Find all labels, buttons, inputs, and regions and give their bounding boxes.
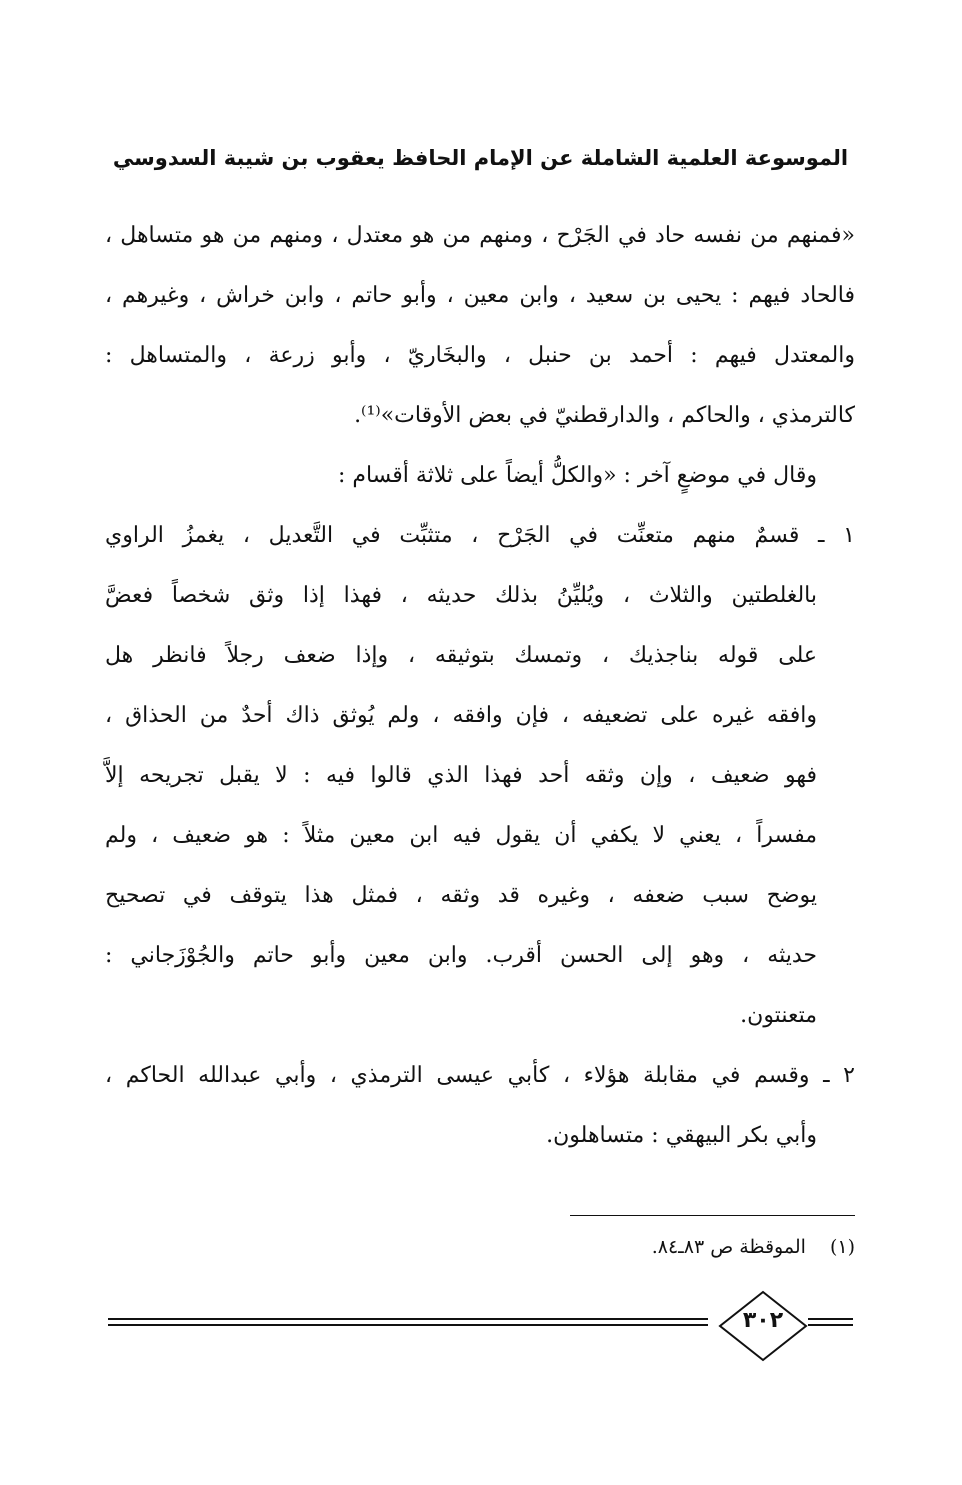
footer-rule: [108, 1318, 708, 1320]
book-title: الموسوعة العلمية الشاملة عن الإمام الحافظ يعقوب بن شيبة السدوسي: [103, 140, 858, 176]
text-line: فالحاد فيهم : يحيى بن سعيد ، وابن معين ، وأبو حاتم ، وابن خراش ، وغيرهم ،: [105, 283, 855, 308]
text-line: على قوله بناجذيك ، وتمسك بتوثيقه ، وإذا ضعف رجلاً فانظر هل: [105, 643, 817, 668]
text-line: كالترمذي ، والحاكم ، والدارقطنيّ في بعض الأوقات»⁽¹⁾.: [354, 403, 855, 428]
text-line: بالغلطتين والثلاث ، ويُليِّنُ بذلك حديثه ، فهذا إذا وثق شخصاً فعضَّ: [105, 583, 817, 608]
text-line: فهو ضعيف ، وإن وثقه أحد فهذا الذي قالوا فيه : لا يقبل تجريحه إلاَّ: [105, 763, 817, 788]
text-line: يوضح سبب ضعفه ، وغيره قد وثقه ، فمثل هذا يتوقف في تصحيح: [105, 883, 817, 908]
footer-rule: [808, 1324, 853, 1326]
footnote: [400, 1236, 855, 1258]
text-line: والمعتدل فيهم : أحمد بن حنبل ، والبخَاريّ ، وأبو زرعة ، والمتساهل :: [105, 343, 855, 368]
text-line: متعنتون.: [740, 1003, 817, 1028]
list-item-2: [105, 1050, 855, 1170]
running-header: [108, 140, 853, 180]
footnote-number: (١): [829, 1236, 855, 1258]
text-line: مفسراً ، يعني لا يكفي أن يقول فيه ابن معين مثلاً : هو ضعيف ، ولم: [105, 823, 817, 848]
paragraph-quote: [105, 210, 855, 450]
text-line: وقال في موضعٍ آخر : «والكلُّ أيضاً على ثلاثة أقسام :: [337, 463, 817, 488]
list-item-1: [105, 510, 855, 1050]
footer-rule: [108, 1324, 708, 1326]
footer-rule: [808, 1318, 853, 1320]
text-line: ٢ ـ وقسم في مقابلة هؤلاء ، كأبي عيسى الترمذي ، وأبي عبدالله الحاكم ،: [105, 1063, 855, 1088]
footnote-separator: [570, 1215, 855, 1216]
text-line: ١ ـ قسمٌ منهم متعنِّت في الجَرْح ، متثبِّت في التَّعديل ، يغمزُ الراوي: [105, 523, 855, 548]
page-number: ٣٠٢: [742, 1308, 784, 1333]
paragraph-intro: [105, 450, 855, 510]
text-line: وافقه غيره على تضعيفه ، فإن وافقه ، ولم يُوثق ذاك أحدٌ من الحذاق ،: [105, 703, 817, 728]
text-line: حديثه ، وهو إلى الحسن أقرب. وابن معين وأبو حاتم والجُوْزَجاني :: [105, 943, 817, 968]
text-line: وأبي بكر البيهقي : متساهلون.: [546, 1123, 817, 1148]
page-footer: [108, 1290, 853, 1362]
footnote-text: الموقظة ص ٨٣ـ٨٤.: [651, 1236, 806, 1258]
text-line: «فمنهم من نفسه حاد في الجَرْح ، ومنهم من هو معتدل ، ومنهم من هو متساهل ،: [105, 223, 855, 248]
main-text: [105, 210, 855, 1170]
